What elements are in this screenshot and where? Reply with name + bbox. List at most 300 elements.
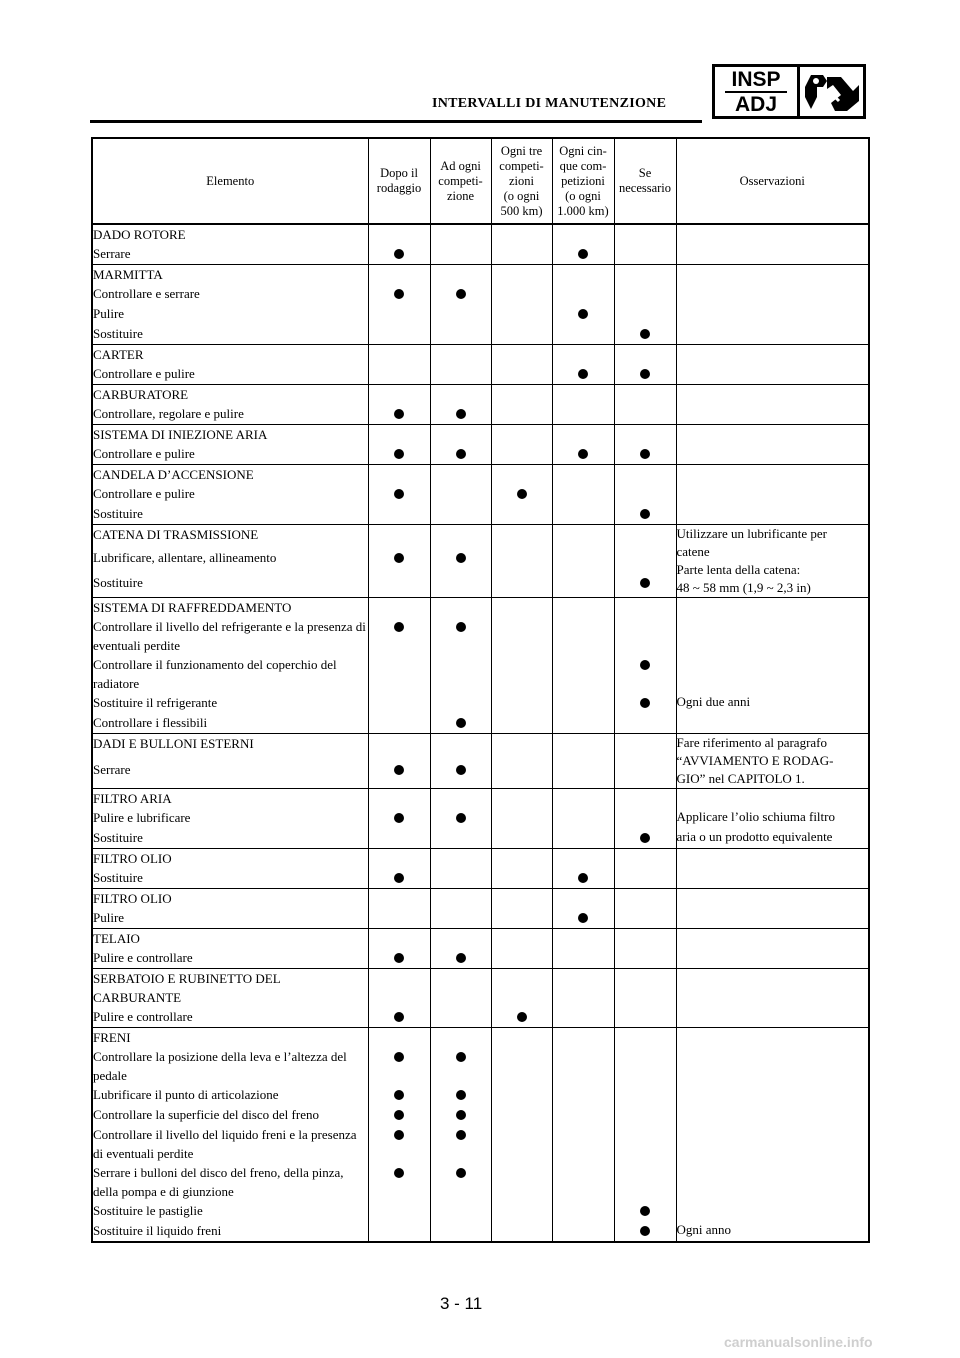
table-group: [92, 849, 869, 889]
bullet-mark-icon: [394, 1110, 404, 1120]
group-title-row: [92, 889, 869, 909]
mark-cell: [614, 693, 676, 713]
mark-cell: [368, 548, 430, 572]
observation-cell: [676, 324, 869, 345]
mark-cell: [552, 364, 614, 385]
bullet-mark-icon: [517, 1012, 527, 1022]
table-row: [92, 617, 869, 655]
empty-cell: [430, 224, 491, 244]
page-number: 3 - 11: [440, 1294, 483, 1313]
observation-cell: [676, 385, 869, 405]
empty-cell: [552, 1163, 614, 1201]
empty-cell: [430, 525, 491, 549]
mark-cell: [552, 868, 614, 889]
empty-cell: [491, 1125, 552, 1163]
empty-cell: [491, 1163, 552, 1201]
observation-cell: [676, 1125, 869, 1163]
bullet-mark-icon: [456, 289, 466, 299]
observation-cell: [676, 345, 869, 365]
item-label: Pulire e controllare: [92, 1007, 368, 1028]
empty-cell: [491, 364, 552, 385]
table-row: [92, 1125, 869, 1163]
bullet-mark-icon: [394, 409, 404, 419]
empty-cell: [430, 908, 491, 929]
bullet-mark-icon: [456, 409, 466, 419]
empty-cell: [491, 425, 552, 445]
empty-cell: [430, 929, 491, 949]
empty-cell: [552, 284, 614, 304]
empty-cell: [368, 849, 430, 869]
badge-line-1: INSP: [731, 67, 781, 91]
empty-cell: [552, 889, 614, 909]
empty-cell: [552, 693, 614, 713]
bullet-mark-icon: [640, 578, 650, 588]
empty-cell: [614, 525, 676, 549]
empty-cell: [491, 324, 552, 345]
bullet-mark-icon: [394, 765, 404, 775]
empty-cell: [430, 265, 491, 285]
observation-cell: [676, 929, 869, 949]
empty-cell: [368, 908, 430, 929]
item-label: Controllare e serrare: [92, 284, 368, 304]
empty-cell: [368, 734, 430, 761]
observation-cell: [676, 734, 869, 789]
empty-cell: [368, 828, 430, 849]
table-row: [92, 1221, 869, 1242]
empty-cell: [614, 244, 676, 265]
mark-cell: [430, 948, 491, 969]
empty-cell: [614, 1028, 676, 1048]
observation-cell: [676, 265, 869, 285]
table-row: [92, 304, 869, 324]
observation-cell: [676, 1047, 869, 1085]
empty-cell: [552, 948, 614, 969]
group-title-row: [92, 734, 869, 761]
mark-cell: [368, 1163, 430, 1201]
empty-cell: [614, 849, 676, 869]
empty-cell: [430, 734, 491, 761]
empty-cell: [430, 1201, 491, 1221]
empty-cell: [614, 617, 676, 655]
group-title: MARMITTA: [92, 265, 368, 285]
bullet-mark-icon: [578, 369, 588, 379]
bullet-mark-icon: [394, 622, 404, 632]
group-title: CANDELA D’ACCENSIONE: [92, 465, 368, 485]
mark-cell: [614, 828, 676, 849]
observation-cell: [676, 1105, 869, 1125]
empty-cell: [491, 404, 552, 425]
empty-cell: [552, 404, 614, 425]
item-label: Controllare e pulire: [92, 364, 368, 385]
empty-cell: [614, 760, 676, 788]
group-title: DADO ROTORE: [92, 224, 368, 244]
empty-cell: [614, 908, 676, 929]
empty-cell: [491, 789, 552, 809]
observation-cell: [676, 304, 869, 324]
empty-cell: [491, 224, 552, 244]
empty-cell: [491, 385, 552, 405]
table-group: [92, 465, 869, 525]
table-header-row: [92, 138, 869, 224]
empty-cell: [614, 1085, 676, 1105]
item-label: Controllare i flessibili: [92, 713, 368, 734]
table-row: [92, 713, 869, 734]
empty-cell: [491, 655, 552, 693]
item-label: Sostituire: [92, 504, 368, 525]
observation-cell: [676, 617, 869, 655]
header-ogni-cinque-competizioni: Ogni cin- que com- petizioni (o ogni 1.000 km): [552, 138, 614, 224]
empty-cell: [430, 969, 491, 1008]
empty-cell: [491, 828, 552, 849]
mark-cell: [614, 504, 676, 525]
empty-cell: [552, 425, 614, 445]
empty-cell: [368, 573, 430, 598]
observation-cell: [676, 889, 869, 909]
mark-cell: [430, 1085, 491, 1105]
observation-line: “AVVIAMENTO E RODAG-: [676, 753, 834, 768]
empty-cell: [491, 244, 552, 265]
empty-cell: [368, 889, 430, 909]
empty-cell: [368, 1028, 430, 1048]
observation-cell: [676, 364, 869, 385]
empty-cell: [552, 385, 614, 405]
empty-cell: [491, 1028, 552, 1048]
empty-cell: [552, 849, 614, 869]
table-group: [92, 889, 869, 929]
observation-line: 48 ~ 58 mm (1,9 ~ 2,3 in): [676, 580, 811, 595]
empty-cell: [552, 734, 614, 761]
empty-cell: [552, 617, 614, 655]
empty-cell: [430, 1221, 491, 1242]
empty-cell: [430, 849, 491, 869]
empty-cell: [368, 364, 430, 385]
observation-cell: [676, 284, 869, 304]
item-label: Controllare il funzionamento del coperchio del radiatore: [92, 655, 368, 693]
observation-cell: [676, 1028, 869, 1048]
empty-cell: [368, 324, 430, 345]
empty-cell: [614, 465, 676, 485]
mark-cell: [368, 1007, 430, 1028]
mark-cell: [368, 244, 430, 265]
empty-cell: [614, 265, 676, 285]
bullet-mark-icon: [394, 289, 404, 299]
bullet-mark-icon: [640, 509, 650, 519]
empty-cell: [491, 598, 552, 618]
mark-cell: [491, 1007, 552, 1028]
empty-cell: [430, 889, 491, 909]
empty-cell: [430, 1007, 491, 1028]
empty-cell: [491, 908, 552, 929]
bullet-mark-icon: [640, 660, 650, 670]
mark-cell: [368, 1125, 430, 1163]
empty-cell: [491, 969, 552, 1008]
observation-cell: [676, 1163, 869, 1201]
observation-cell: [676, 948, 869, 969]
bullet-mark-icon: [394, 489, 404, 499]
empty-cell: [614, 345, 676, 365]
group-title-row: [92, 929, 869, 949]
empty-cell: [368, 304, 430, 324]
empty-cell: [430, 385, 491, 405]
table-group: [92, 734, 869, 789]
table-group: [92, 929, 869, 969]
table-row: [92, 655, 869, 693]
observation-cell: [676, 789, 869, 809]
empty-cell: [430, 868, 491, 889]
insp-adj-badge: [712, 64, 866, 119]
mark-cell: [552, 304, 614, 324]
empty-cell: [368, 713, 430, 734]
mark-cell: [614, 444, 676, 465]
group-title: DADI E BULLONI ESTERNI: [92, 734, 368, 761]
empty-cell: [430, 324, 491, 345]
item-label: Serrare: [92, 760, 368, 788]
empty-cell: [552, 713, 614, 734]
item-label: Controllare il livello del liquido freni e la presenza di eventuali perdite: [92, 1125, 368, 1163]
mark-cell: [614, 1221, 676, 1242]
empty-cell: [491, 889, 552, 909]
observation-cell: [676, 598, 869, 618]
table-row: [92, 484, 869, 504]
empty-cell: [491, 948, 552, 969]
bullet-mark-icon: [394, 249, 404, 259]
bullet-mark-icon: [640, 698, 650, 708]
mark-cell: [430, 1047, 491, 1085]
empty-cell: [491, 265, 552, 285]
bullet-mark-icon: [394, 1052, 404, 1062]
group-title-row: [92, 425, 869, 445]
header-osservazioni: Osservazioni: [676, 138, 869, 224]
bullet-mark-icon: [578, 913, 588, 923]
empty-cell: [614, 889, 676, 909]
empty-cell: [614, 484, 676, 504]
group-title-row: [92, 465, 869, 485]
empty-cell: [430, 573, 491, 598]
group-title-row: [92, 598, 869, 618]
mark-cell: [368, 808, 430, 828]
bullet-mark-icon: [517, 489, 527, 499]
empty-cell: [614, 1007, 676, 1028]
observation-cell: [676, 224, 869, 244]
mark-cell: [614, 364, 676, 385]
bullet-mark-icon: [578, 449, 588, 459]
badge-line-2: ADJ: [725, 91, 787, 116]
empty-cell: [368, 224, 430, 244]
empty-cell: [552, 573, 614, 598]
empty-cell: [491, 573, 552, 598]
empty-cell: [491, 1085, 552, 1105]
observation-cell: [676, 484, 869, 504]
bullet-mark-icon: [394, 553, 404, 563]
table-group: [92, 598, 869, 734]
bullet-mark-icon: [456, 718, 466, 728]
empty-cell: [491, 525, 552, 549]
empty-cell: [368, 465, 430, 485]
observation-cell: [676, 713, 869, 734]
mark-cell: [368, 284, 430, 304]
table-row: [92, 284, 869, 304]
group-title: FILTRO OLIO: [92, 849, 368, 869]
mark-cell: [368, 868, 430, 889]
empty-cell: [430, 364, 491, 385]
bullet-mark-icon: [456, 1090, 466, 1100]
group-title-row: [92, 525, 869, 549]
empty-cell: [430, 304, 491, 324]
item-label: Sostituire il liquido freni: [92, 1221, 368, 1242]
empty-cell: [552, 224, 614, 244]
item-label: Pulire: [92, 908, 368, 929]
bullet-mark-icon: [640, 1226, 650, 1236]
mark-cell: [430, 404, 491, 425]
item-label: Pulire e lubrificare: [92, 808, 368, 828]
group-title: TELAIO: [92, 929, 368, 949]
header-elemento: Elemento: [92, 138, 368, 224]
empty-cell: [491, 929, 552, 949]
table-row: [92, 868, 869, 889]
empty-cell: [552, 465, 614, 485]
empty-cell: [552, 789, 614, 809]
empty-cell: [491, 444, 552, 465]
empty-cell: [552, 265, 614, 285]
observation-cell: Ogni due anni: [676, 693, 869, 713]
empty-cell: [552, 598, 614, 618]
mark-cell: [430, 760, 491, 788]
empty-cell: [552, 504, 614, 525]
observation-line: catene: [676, 544, 710, 559]
mark-cell: [368, 484, 430, 504]
header-dopo-rodaggio: Dopo il rodaggio: [368, 138, 430, 224]
mark-cell: [368, 948, 430, 969]
empty-cell: [430, 425, 491, 445]
empty-cell: [491, 465, 552, 485]
group-title: SERBATOIO E RUBINETTO DEL CARBURANTE: [92, 969, 368, 1008]
empty-cell: [368, 693, 430, 713]
mark-cell: [368, 444, 430, 465]
empty-cell: [491, 1047, 552, 1085]
mark-cell: [430, 617, 491, 655]
table-group: [92, 425, 869, 465]
empty-cell: [614, 304, 676, 324]
empty-cell: [552, 1028, 614, 1048]
group-title-row: [92, 1028, 869, 1048]
bullet-mark-icon: [394, 1090, 404, 1100]
mark-cell: [614, 573, 676, 598]
empty-cell: [368, 265, 430, 285]
empty-cell: [614, 224, 676, 244]
empty-cell: [491, 617, 552, 655]
mark-cell: [368, 1085, 430, 1105]
bullet-mark-icon: [456, 449, 466, 459]
table-group: [92, 969, 869, 1028]
empty-cell: [614, 868, 676, 889]
table-row: [92, 1085, 869, 1105]
bullet-mark-icon: [394, 953, 404, 963]
item-label: Lubrificare, allentare, allineamento: [92, 548, 368, 572]
empty-cell: [430, 789, 491, 809]
empty-cell: [368, 385, 430, 405]
empty-cell: [614, 929, 676, 949]
empty-cell: [491, 504, 552, 525]
item-label: Sostituire: [92, 868, 368, 889]
observation-cell: Ogni anno: [676, 1221, 869, 1242]
item-label: Controllare e pulire: [92, 484, 368, 504]
empty-cell: [614, 1125, 676, 1163]
header-ogni-competizione: Ad ogni competi- zione: [430, 138, 491, 224]
empty-cell: [614, 404, 676, 425]
mark-cell: [430, 1125, 491, 1163]
empty-cell: [430, 693, 491, 713]
bullet-mark-icon: [394, 1012, 404, 1022]
observation-cell: aria o un prodotto equivalente: [676, 828, 869, 849]
watermark: carmanualsonline.info: [724, 1334, 873, 1350]
group-title-row: [92, 224, 869, 244]
bullet-mark-icon: [578, 249, 588, 259]
table-row: [92, 1105, 869, 1125]
table-group: [92, 224, 869, 265]
empty-cell: [368, 1221, 430, 1242]
empty-cell: [368, 425, 430, 445]
table-row: [92, 244, 869, 265]
observation-cell: [676, 908, 869, 929]
observation-cell: [676, 465, 869, 485]
mark-cell: [614, 324, 676, 345]
header-se-necessario: Se necessario: [614, 138, 676, 224]
empty-cell: [552, 1125, 614, 1163]
bullet-mark-icon: [394, 449, 404, 459]
empty-cell: [491, 345, 552, 365]
mark-cell: [430, 1105, 491, 1125]
empty-cell: [614, 598, 676, 618]
table-group: [92, 525, 869, 598]
table-row: [92, 828, 869, 849]
mark-cell: [368, 1047, 430, 1085]
page-title: INTERVALLI DI MANUTENZIONE: [432, 96, 667, 111]
observation-line: GIO” nel CAPITOLO 1.: [676, 771, 805, 786]
table-row: [92, 404, 869, 425]
empty-cell: [491, 1105, 552, 1125]
group-title: FILTRO ARIA: [92, 789, 368, 809]
observation-cell: [676, 868, 869, 889]
empty-cell: [491, 1221, 552, 1242]
table-group: [92, 385, 869, 425]
table-row: [92, 1201, 869, 1221]
mark-cell: [491, 484, 552, 504]
item-label: Pulire e controllare: [92, 948, 368, 969]
empty-cell: [552, 655, 614, 693]
empty-cell: [368, 598, 430, 618]
empty-cell: [614, 548, 676, 572]
table-group: [92, 345, 869, 385]
empty-cell: [430, 484, 491, 504]
empty-cell: [552, 1201, 614, 1221]
item-label: Serrare i bulloni del disco del freno, della pinza, della pompa e di giunzione: [92, 1163, 368, 1201]
bullet-mark-icon: [640, 1206, 650, 1216]
header-rule: [90, 120, 702, 123]
group-title: SISTEMA DI INIEZIONE ARIA: [92, 425, 368, 445]
mark-cell: [430, 444, 491, 465]
empty-cell: [368, 345, 430, 365]
empty-cell: [368, 929, 430, 949]
observation-cell: [676, 849, 869, 869]
empty-cell: [430, 504, 491, 525]
empty-cell: [552, 969, 614, 1008]
table-row: [92, 948, 869, 969]
empty-cell: [430, 345, 491, 365]
item-label: Lubrificare il punto di articolazione: [92, 1085, 368, 1105]
bullet-mark-icon: [456, 813, 466, 823]
empty-cell: [368, 525, 430, 549]
empty-cell: [552, 525, 614, 549]
